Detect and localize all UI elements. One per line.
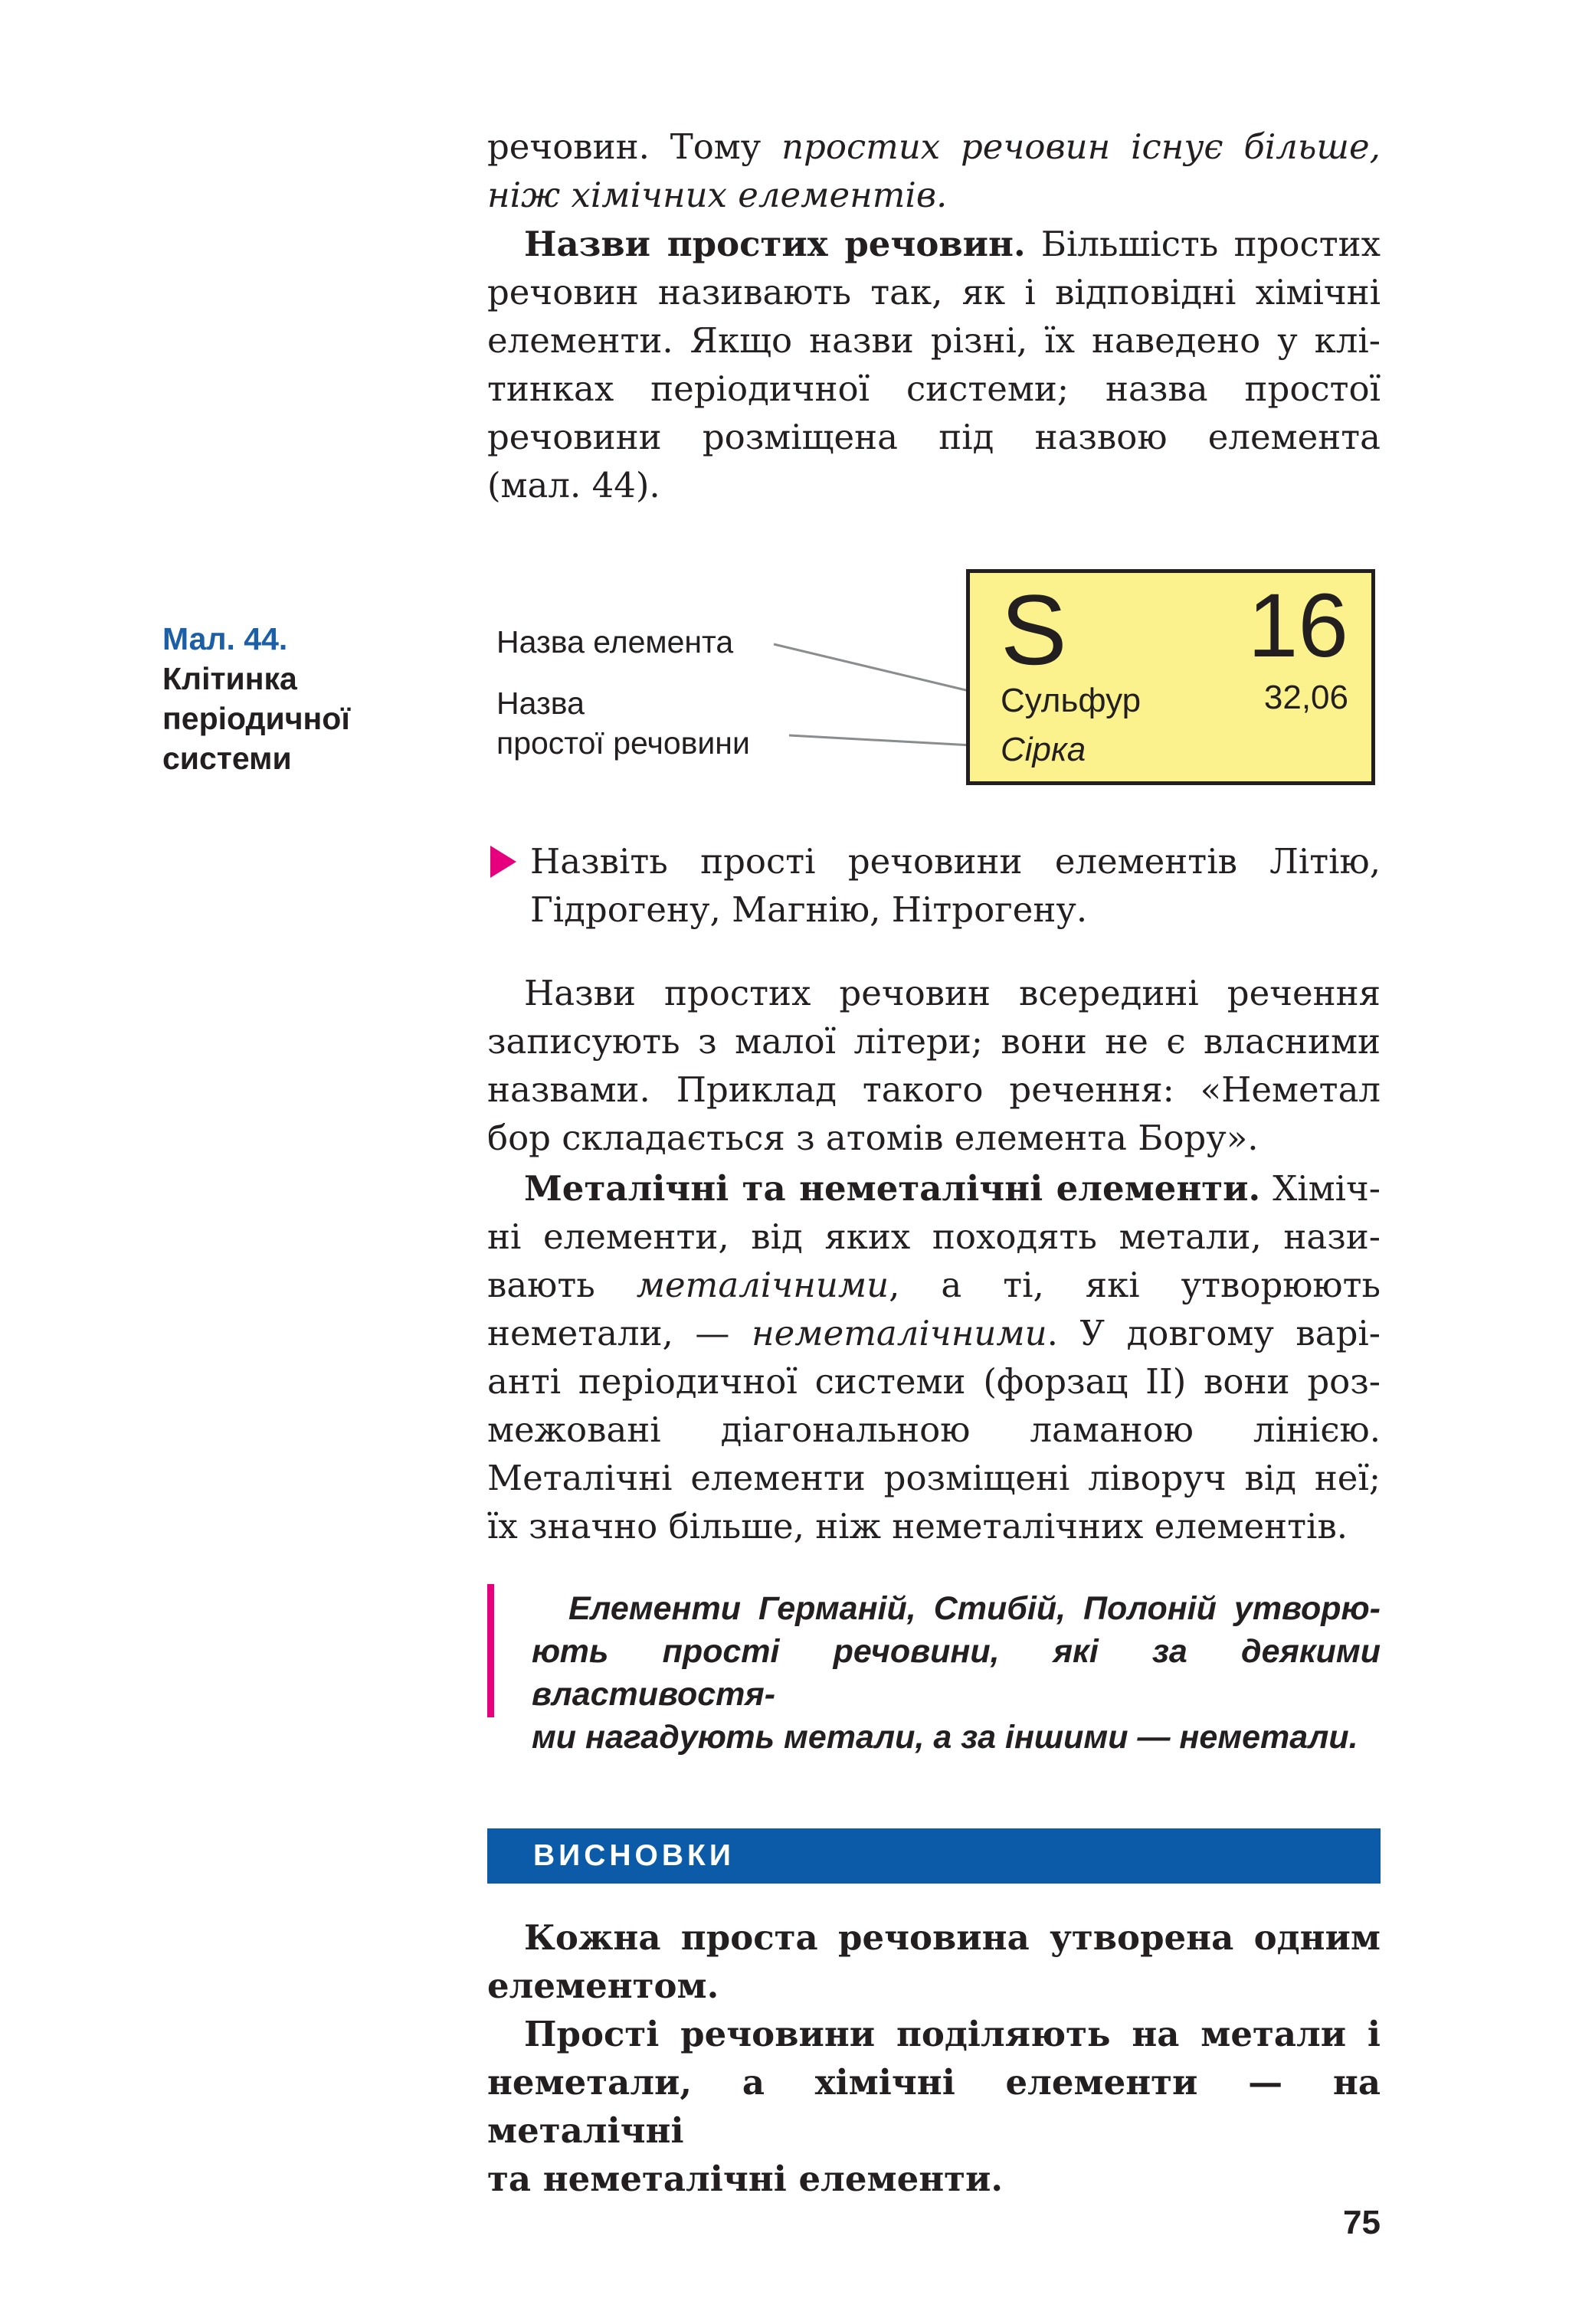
note-line: ють прості речовини, які за деякими властивостя- [532,1633,1381,1713]
note-block [532,1587,1381,1759]
metal-paragraph [487,1164,1381,1550]
conclusion-line: Кожна проста речовина утворена одним [524,1917,1381,1958]
paragraph-text: . У довгому варі- [1047,1313,1381,1353]
paragraph-text: неметали, — [487,1313,752,1353]
note-line: Елементи Германій, Стибій, Полоній утворю- [568,1590,1381,1627]
term-metallic: металічними [636,1265,889,1305]
lowercase-paragraph [487,969,1381,1162]
paragraph-line: речовин називають так, як і відповідні хімічні [487,272,1381,313]
paragraph-line: анті періодичної системи (форзац II) вони роз- [487,1361,1381,1402]
task-triangle-icon [490,846,516,878]
element-symbol: S [1001,574,1067,686]
intro-text: речовин. Тому [487,126,782,167]
atomic-mass: 32,06 [1263,679,1348,716]
conclusion-line: Прості речовини поділяють на метали і [524,2014,1381,2054]
paragraph-line: бор складається з атомів елемента Бору». [487,1118,1259,1158]
task-line: Гідрогену, Магнію, Нітрогену. [530,889,1088,930]
paragraph-heading: Назви простих речовин. [524,224,1026,264]
paragraph-line: Більшість простих [1025,224,1381,264]
arrow-to-element-name [774,644,985,695]
term-nonmetallic: неметалічними [751,1313,1047,1353]
task-text [530,837,1381,934]
caption-line: Клітинка [162,661,297,696]
paragraph-text: , а ті, які утворюють [889,1265,1381,1305]
paragraph-line: записують з малої літери; вони не є власними [487,1021,1381,1062]
paragraph-heading: Металічні та неметалічні елементи. [524,1168,1261,1209]
note-accent-bar [487,1584,494,1717]
paragraph-line: їх значно більше, ніж неметалічних елементів. [487,1506,1348,1547]
label-line: простої речовини [496,725,750,761]
intro-emphasis: ніж хімічних елементів. [487,175,948,215]
conclusion-line: неметали, а хімічні елементи — на металічні [487,2062,1381,2151]
conclusion-line: елементом. [487,1966,719,2006]
atomic-number: 16 [1247,575,1348,676]
paragraph-line: речовини розміщена під назвою елемента [487,417,1381,457]
conclusion-line: та неметалічні елементи. [487,2159,1004,2199]
paragraph-line: ні елементи, від яких походять метали, нази- [487,1216,1381,1257]
paragraph-text: вають [487,1265,637,1305]
element-name: Сульфур [1001,682,1142,719]
intro-emphasis: простих речовин існує більше, [781,126,1381,167]
page-number: 75 [1343,2204,1381,2241]
task-line: Назвіть прості речовини елементів Літію, [530,841,1381,882]
paragraph-text: Хіміч- [1260,1168,1381,1209]
label-line: Назва [496,686,585,721]
paragraph-line: тинках періодичної системи; назва простої [487,368,1381,409]
caption-line: періодичної [162,701,350,736]
paragraph-line: Металічні елементи розміщені ліворуч від неї; [487,1458,1381,1498]
conclusions-header [487,1828,1381,1884]
conclusions-title: ВИСНОВКИ [533,1839,735,1872]
note-line: ми нагадують метали, а за іншими — неметали. [532,1719,1358,1756]
paragraph-line: назвами. Приклад такого речення: «Неметал [487,1069,1381,1110]
simple-substance-name: Сірка [1001,731,1086,768]
paragraph-line: Назви простих речовин всередині речення [524,973,1381,1013]
paragraph-line: межовані діагональною ламаною лінією. [487,1409,1381,1450]
arrow-to-simple-name [789,735,985,746]
conclusions-body [487,1913,1381,2203]
paragraph-line: (мал. 44). [487,465,660,506]
figure-number: Мал. 44. [162,621,288,656]
paragraph-line: елементи. Якщо назви різні, їх наведено у клі- [487,320,1381,361]
caption-line: системи [162,741,292,776]
periodic-table-cell [966,569,1375,785]
label-element-name: Назва елемента [496,624,734,660]
